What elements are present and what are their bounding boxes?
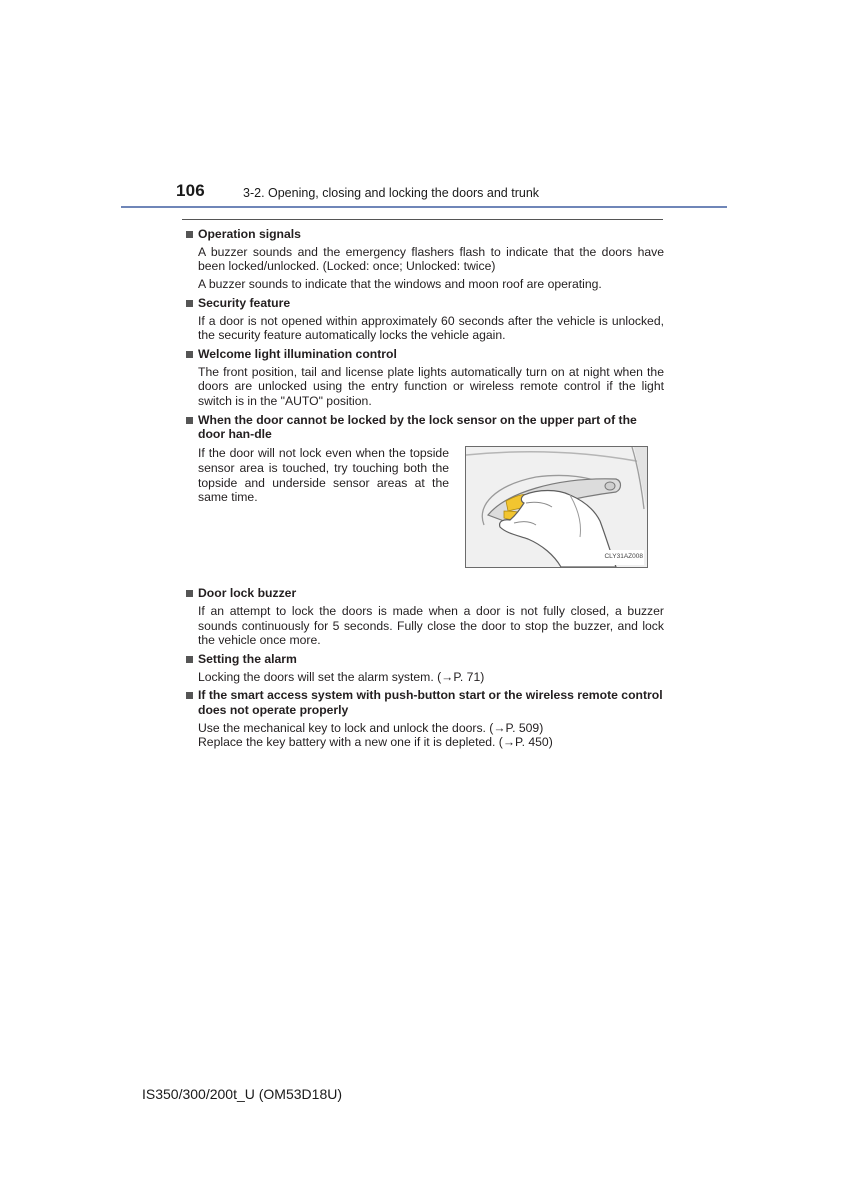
square-bullet-icon — [186, 656, 193, 663]
square-bullet-icon — [186, 231, 193, 238]
square-bullet-icon — [186, 351, 193, 358]
figure-row — [198, 446, 664, 568]
heading-text: Door lock buzzer — [198, 586, 297, 601]
door-handle-illustration — [465, 446, 648, 568]
section-heading — [184, 413, 664, 442]
page-content — [184, 227, 664, 754]
square-bullet-icon — [186, 590, 193, 597]
paragraph: Replace the key battery with a new one if it is depleted. (→P. 450) — [198, 735, 553, 750]
footer-model-code: IS350/300/200t_U (OM53D18U) — [142, 1086, 342, 1102]
section-security-feature — [184, 296, 664, 343]
section-heading — [184, 227, 664, 242]
section-setting-alarm — [184, 652, 664, 684]
paragraph: A buzzer sounds and the emergency flashers flash to indicate that the doors have been locked/unlocked. (Locked: once; Unlocked: twice) — [198, 244, 664, 274]
square-bullet-icon — [186, 692, 193, 699]
section-heading — [184, 347, 664, 362]
section-heading — [184, 586, 664, 601]
content-rule — [182, 219, 663, 220]
door-handle-hand-icon — [466, 447, 647, 567]
section-smart-access — [184, 688, 664, 750]
square-bullet-icon — [186, 300, 193, 307]
heading-text: When the door cannot be locked by the lock sensor on the upper part of the door han-dle — [198, 412, 637, 442]
paragraph: If a door is not opened within approximately 60 seconds after the vehicle is unlocked, the security feature automatically locks the vehicle again. — [198, 313, 664, 343]
header-rule — [121, 206, 727, 208]
section-title: 3-2. Opening, closing and locking the doors and trunk — [243, 186, 540, 200]
section-heading — [184, 688, 664, 717]
heading-text: Operation signals — [198, 227, 301, 241]
section-heading — [184, 296, 664, 311]
heading-text: Security feature — [198, 295, 291, 310]
paragraph: If the door will not lock even when the topside sensor area is touched, try touching both the topside and underside sensor areas at the same time. — [198, 446, 449, 505]
page-number: 106 — [176, 181, 205, 200]
section-lock-sensor — [184, 413, 664, 568]
section-heading — [184, 652, 664, 667]
paragraph: If an attempt to lock the doors is made when a door is not fully closed, a buzzer sounds continuously for 5 seconds. Fully close the door to stop the buzzer, and lock the vehicle once more. — [198, 603, 664, 648]
section-operation-signals — [184, 227, 664, 292]
paragraph: A buzzer sounds to indicate that the windows and moon roof are operating. — [198, 277, 602, 292]
heading-text: If the smart access system with push-button start or the wireless remote control does not operate properly — [198, 688, 663, 718]
paragraph: Locking the doors will set the alarm system. (→P. 71) — [198, 669, 485, 684]
section-door-lock-buzzer — [184, 586, 664, 648]
figure-code: CLY31AZ008 — [603, 550, 644, 565]
heading-text: Setting the alarm — [198, 651, 297, 666]
section-welcome-light — [184, 347, 664, 409]
square-bullet-icon — [186, 417, 193, 424]
paragraph: Use the mechanical key to lock and unlock the doors. (→P. 509) — [198, 720, 544, 735]
heading-text: Welcome light illumination control — [198, 346, 397, 361]
paragraph: The front position, tail and license plate lights automatically turn on at night when the doors are unlocked using the entry function or wireless remote control if the light switch is in the "AUTO" position. — [198, 364, 664, 409]
